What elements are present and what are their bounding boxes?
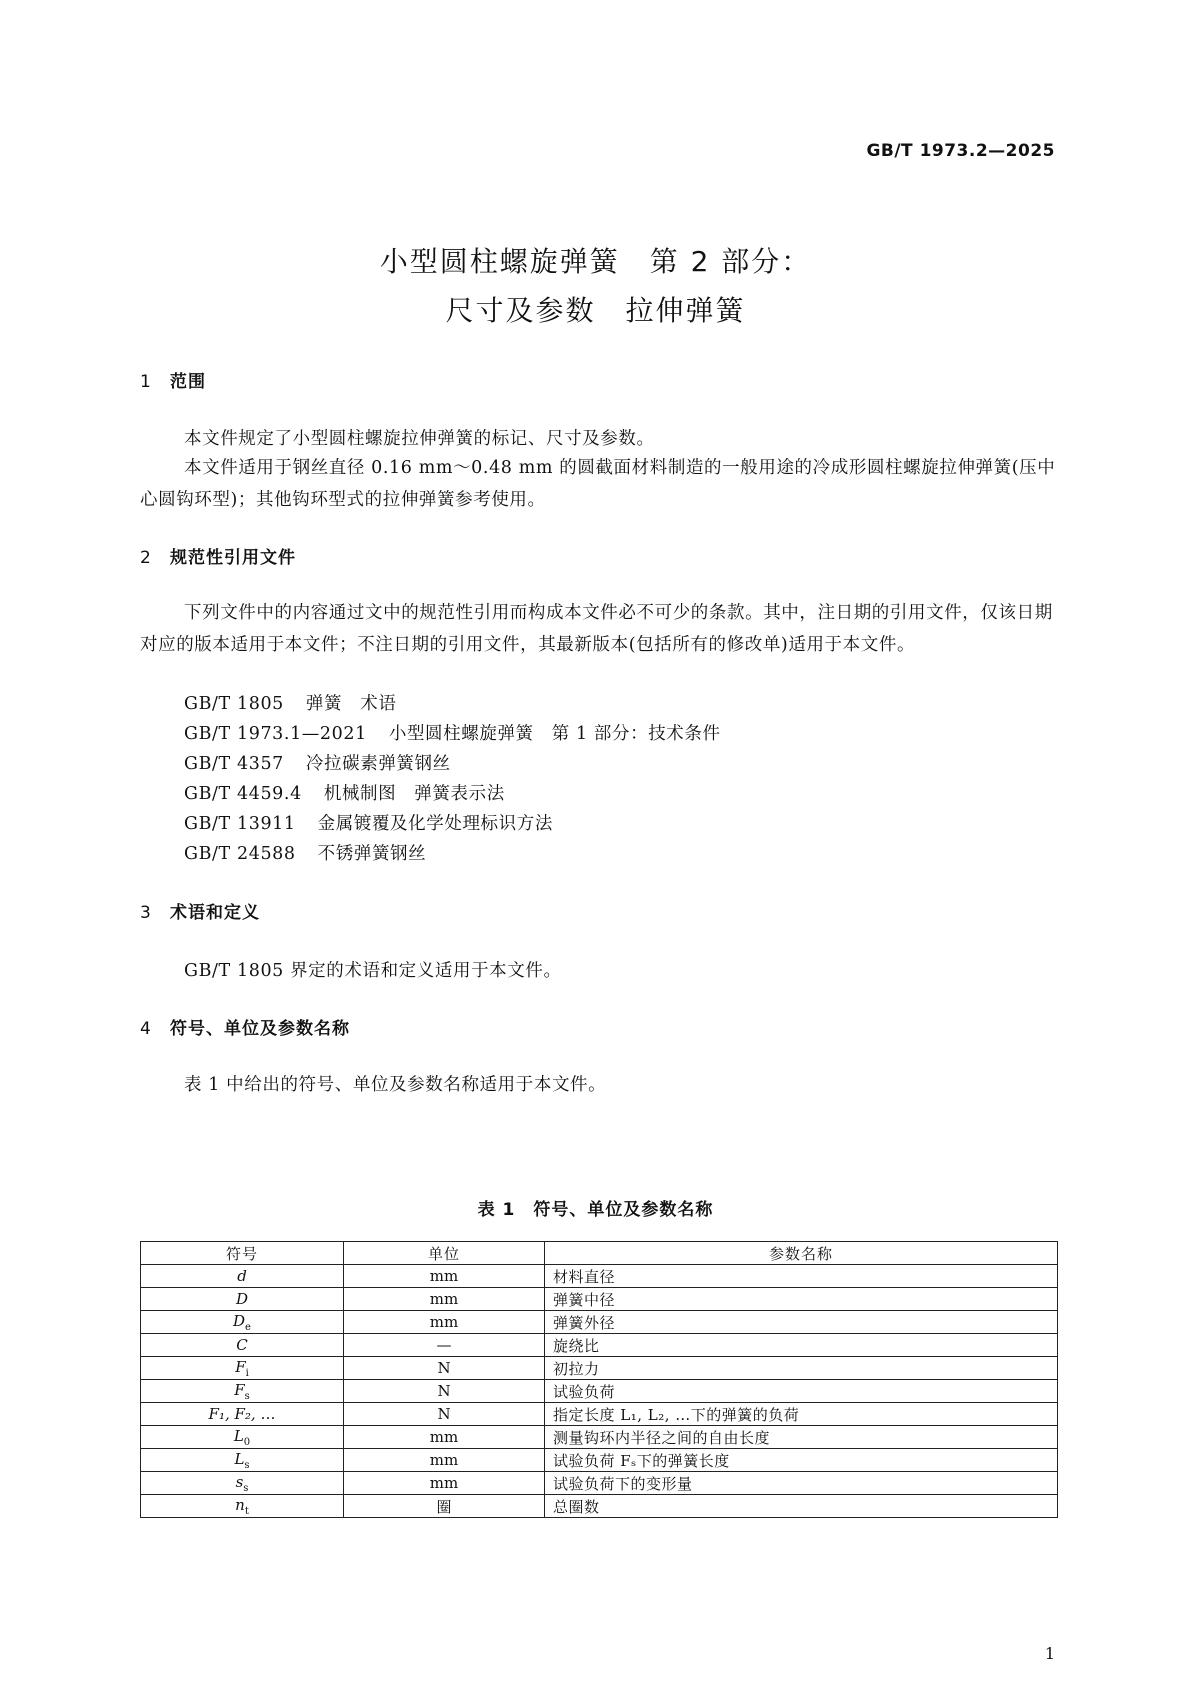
- unit-cell: mm: [344, 1288, 545, 1311]
- table-row: [141, 1311, 1058, 1334]
- reference-title: 金属镀覆及化学处理标识方法: [317, 814, 553, 834]
- unit-cell: N: [344, 1403, 545, 1426]
- table-row: [141, 1426, 1058, 1449]
- symbol-cell: $L_0$: [141, 1426, 344, 1449]
- document-title-line-2: 尺寸及参数 拉伸弹簧: [445, 294, 746, 327]
- parameter-name-cell: 试验负荷: [545, 1380, 1058, 1403]
- symbol-cell: $s_s$: [141, 1472, 344, 1495]
- table-row: [141, 1403, 1058, 1426]
- parameter-name-cell: 试验负荷下的变形量: [545, 1472, 1058, 1495]
- reference-code: GB/T 1973.1—2021: [184, 724, 367, 744]
- section-2-paragraph-1: 下列文件中的内容通过文中的规范性引用而构成本文件必不可少的条款。其中，注日期的引用文件，仅该日期对应的版本适用于本文件；不注日期的引用文件，其最新版本(包括所有的修改单)适用于本文件。: [140, 603, 1053, 655]
- symbol-cell: $F_s$: [141, 1380, 344, 1403]
- section-title: 范围: [170, 372, 206, 392]
- section-number: 2: [140, 548, 152, 568]
- table-row: [141, 1265, 1058, 1288]
- section-title: 术语和定义: [170, 903, 260, 923]
- page-number: 1: [1044, 1644, 1055, 1663]
- parameter-name-cell: 旋绕比: [545, 1334, 1058, 1357]
- header-unit: 单位: [344, 1242, 545, 1265]
- reference-item: [184, 750, 451, 775]
- parameter-name-cell: 弹簧中径: [545, 1288, 1058, 1311]
- section-title: 规范性引用文件: [170, 548, 296, 568]
- parameter-name-cell: 弹簧外径: [545, 1311, 1058, 1334]
- symbol-cell: $n_t$: [141, 1495, 344, 1518]
- unit-cell: N: [344, 1357, 545, 1380]
- reference-item: [184, 840, 426, 865]
- unit-cell: mm: [344, 1472, 545, 1495]
- section-3-heading: [140, 898, 260, 923]
- section-1-paragraph-1: 本文件规定了小型圆柱螺旋拉伸弹簧的标记、尺寸及参数。: [184, 429, 655, 449]
- parameter-name-cell: 总圈数: [545, 1495, 1058, 1518]
- symbol-cell: D: [141, 1288, 344, 1311]
- section-1-paragraph-2: 本文件适用于钢丝直径 0.16 mm～0.48 mm 的圆截面材料制造的一般用途的冷成形圆柱螺旋拉伸弹簧(压中心圆钩环型)；其他钩环型式的拉伸弹簧参考使用。: [140, 458, 1056, 510]
- unit-cell: —: [344, 1334, 545, 1357]
- reference-title: 机械制图 弹簧表示法: [323, 784, 505, 804]
- header-symbol: 符号: [141, 1242, 344, 1265]
- reference-code: GB/T 1805: [184, 694, 284, 714]
- reference-code: GB/T 4357: [184, 754, 284, 774]
- table-row: [141, 1449, 1058, 1472]
- header-parameter-name: 参数名称: [545, 1242, 1058, 1265]
- unit-cell: mm: [344, 1311, 545, 1334]
- section-1-heading: [140, 367, 206, 392]
- table-header-row: [141, 1242, 1058, 1265]
- table-row: [141, 1357, 1058, 1380]
- section-4-heading: [140, 1014, 350, 1039]
- section-number: 4: [140, 1019, 152, 1039]
- table-row: [141, 1334, 1058, 1357]
- reference-item: [184, 720, 721, 745]
- parameter-name-cell: 试验负荷 Fₛ下的弹簧长度: [545, 1449, 1058, 1472]
- parameter-name-cell: 指定长度 L₁, L₂, …下的弹簧的负荷: [545, 1403, 1058, 1426]
- section-2-heading: [140, 543, 296, 568]
- symbol-cell: $D_e$: [141, 1311, 344, 1334]
- reference-title: 弹簧 术语: [305, 694, 397, 714]
- parameter-name-cell: 测量钩环内半径之间的自由长度: [545, 1426, 1058, 1449]
- document-title-line-1: 小型圆柱螺旋弹簧 第 2 部分：: [379, 245, 812, 278]
- symbol-cell: $F_i$: [141, 1357, 344, 1380]
- unit-cell: N: [344, 1380, 545, 1403]
- symbol-cell: $L_s$: [141, 1449, 344, 1472]
- table-row: [141, 1495, 1058, 1518]
- section-3-paragraph-1: GB/T 1805 界定的术语和定义适用于本文件。: [184, 961, 562, 981]
- unit-cell: 圈: [344, 1495, 545, 1518]
- table-1-caption: 表 1 符号、单位及参数名称: [477, 1200, 714, 1220]
- reference-title: 小型圆柱螺旋弹簧 第 1 部分：技术条件: [388, 724, 721, 744]
- symbol-cell: F₁, F₂, …: [141, 1403, 344, 1426]
- table-row: [141, 1288, 1058, 1311]
- reference-item: [184, 810, 553, 835]
- reference-code: GB/T 4459.4: [184, 784, 302, 804]
- unit-cell: mm: [344, 1265, 545, 1288]
- reference-code: GB/T 24588: [184, 844, 296, 864]
- symbol-cell: C: [141, 1334, 344, 1357]
- section-title: 符号、单位及参数名称: [170, 1019, 350, 1039]
- unit-cell: mm: [344, 1449, 545, 1472]
- section-4-paragraph-1: 表 1 中给出的符号、单位及参数名称适用于本文件。: [184, 1075, 607, 1095]
- reference-title: 不锈弹簧钢丝: [317, 844, 427, 864]
- parameter-name-cell: 初拉力: [545, 1357, 1058, 1380]
- reference-item: [184, 780, 505, 805]
- table-row: [141, 1380, 1058, 1403]
- reference-item: [184, 690, 396, 715]
- reference-code: GB/T 13911: [184, 814, 296, 834]
- parameter-name-cell: 材料直径: [545, 1265, 1058, 1288]
- unit-cell: mm: [344, 1426, 545, 1449]
- table-row: [141, 1472, 1058, 1495]
- symbols-table: [140, 1241, 1058, 1518]
- section-number: 3: [140, 903, 152, 923]
- reference-title: 冷拉碳素弹簧钢丝: [305, 754, 451, 774]
- symbol-cell: d: [141, 1265, 344, 1288]
- section-number: 1: [140, 372, 152, 392]
- standard-code: GB/T 1973.2—2025: [866, 141, 1055, 161]
